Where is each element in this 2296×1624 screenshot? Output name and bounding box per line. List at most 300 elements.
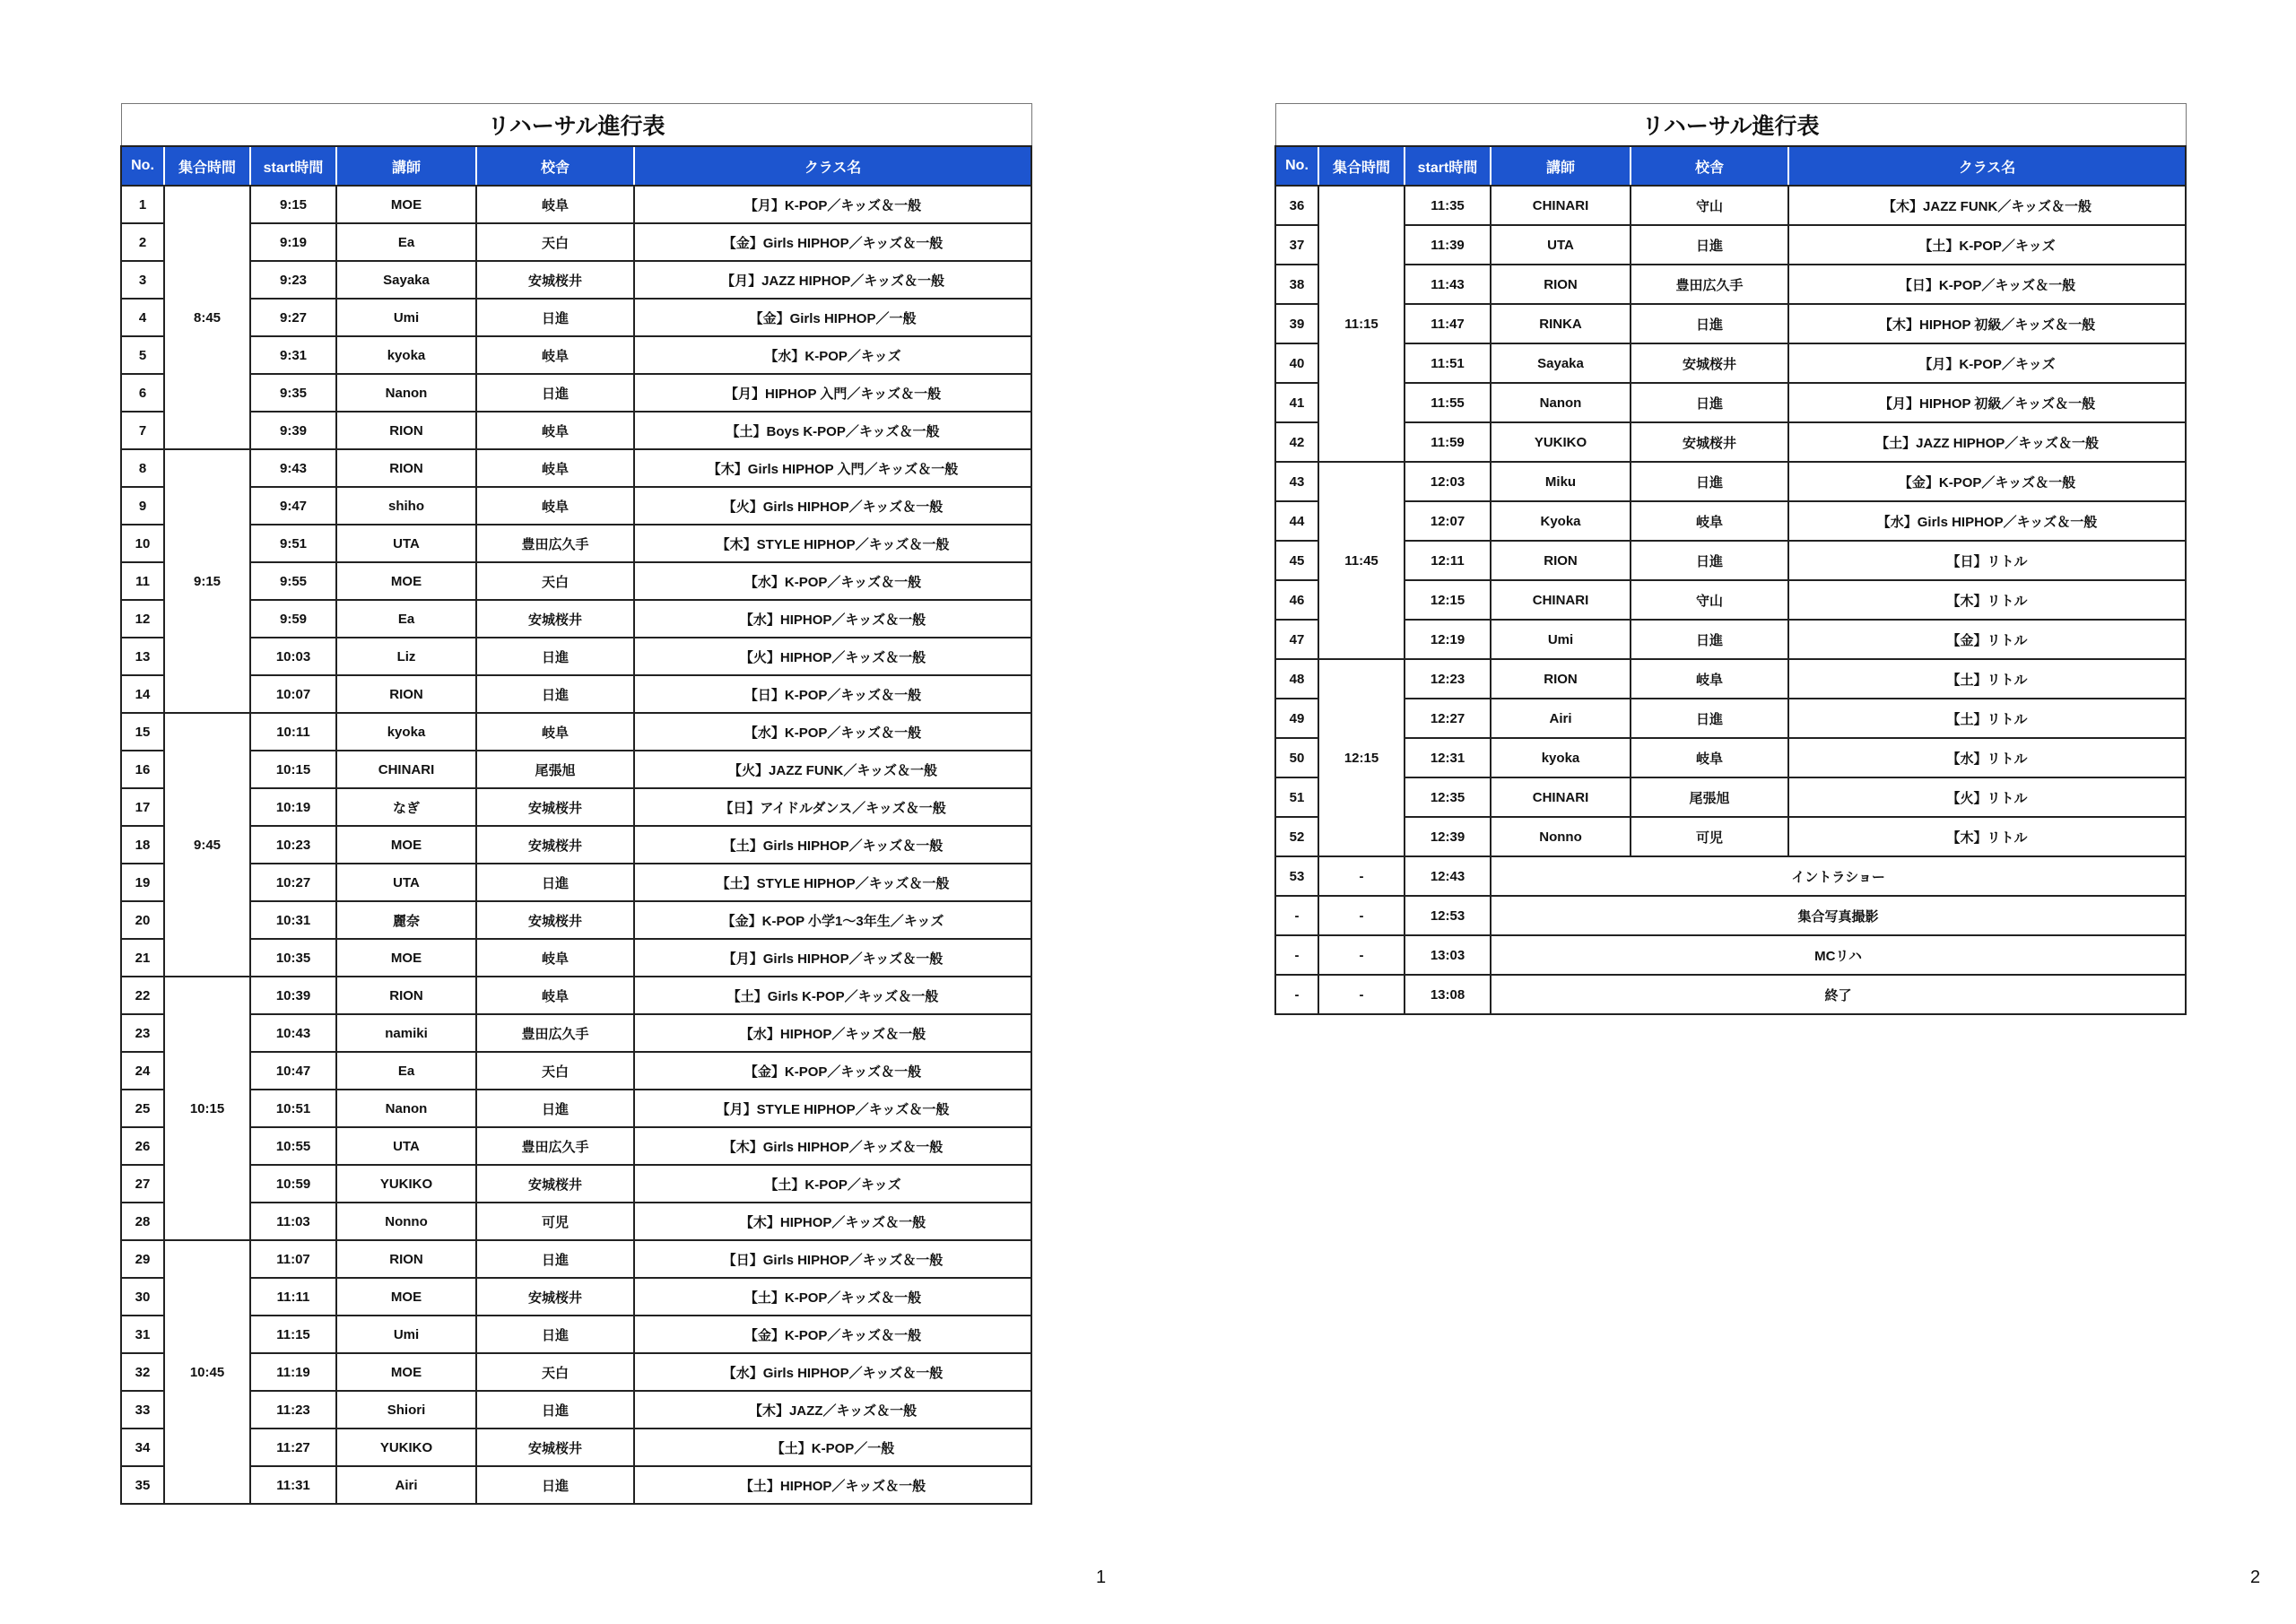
teacher-cell: CHINARI xyxy=(336,751,476,788)
gather-time-cell: 10:45 xyxy=(164,1240,250,1504)
header-no: No. xyxy=(1275,146,1318,186)
class-name-cell: 【木】Girls HIPHOP／キッズ＆一般 xyxy=(634,1127,1031,1165)
school-cell: 安城桜井 xyxy=(1631,343,1788,383)
teacher-cell: RION xyxy=(336,412,476,449)
start-time-cell: 10:23 xyxy=(250,826,336,864)
school-cell: 安城桜井 xyxy=(1631,422,1788,462)
class-name-cell: 【木】JAZZ FUNK／キッズ＆一般 xyxy=(1788,186,2186,225)
class-name-cell: 【日】アイドルダンス／キッズ＆一般 xyxy=(634,788,1031,826)
class-name-cell: 【月】K-POP／キッズ＆一般 xyxy=(634,186,1031,223)
school-cell: 日進 xyxy=(1631,304,1788,343)
start-time-cell: 10:55 xyxy=(250,1127,336,1165)
school-cell: 岐阜 xyxy=(476,412,634,449)
start-time-cell: 10:31 xyxy=(250,901,336,939)
table-row xyxy=(121,1353,1031,1391)
teacher-cell: MOE xyxy=(336,186,476,223)
start-time-cell: 9:55 xyxy=(250,562,336,600)
start-time-cell: 10:47 xyxy=(250,1052,336,1090)
start-time-cell: 12:53 xyxy=(1405,896,1491,935)
row-number: 11 xyxy=(121,562,164,600)
table-row xyxy=(121,1278,1031,1316)
school-cell: 岐阜 xyxy=(476,939,634,977)
gather-time-cell: 11:45 xyxy=(1318,462,1405,659)
teacher-cell: RION xyxy=(336,675,476,713)
row-number: 39 xyxy=(1275,304,1318,343)
table-row xyxy=(121,1429,1031,1466)
start-time-cell: 9:23 xyxy=(250,261,336,299)
class-name-cell: 【火】Girls HIPHOP／キッズ＆一般 xyxy=(634,487,1031,525)
row-number: 41 xyxy=(1275,383,1318,422)
school-cell: 岐阜 xyxy=(1631,659,1788,699)
gather-time-cell: 9:45 xyxy=(164,713,250,977)
teacher-cell: Ea xyxy=(336,223,476,261)
event-label-cell: イントラショー xyxy=(1491,856,2186,896)
table-body xyxy=(121,186,1031,1504)
row-number: - xyxy=(1275,896,1318,935)
start-time-cell: 11:35 xyxy=(1405,186,1491,225)
table-row xyxy=(1275,580,2186,620)
start-time-cell: 9:19 xyxy=(250,223,336,261)
start-time-cell: 9:15 xyxy=(250,186,336,223)
class-name-cell: 【木】HIPHOP 初級／キッズ＆一般 xyxy=(1788,304,2186,343)
teacher-cell: YUKIKO xyxy=(336,1429,476,1466)
school-cell: 天白 xyxy=(476,562,634,600)
row-number: 17 xyxy=(121,788,164,826)
table-row xyxy=(1275,699,2186,738)
row-number: 37 xyxy=(1275,225,1318,265)
school-cell: 日進 xyxy=(476,299,634,336)
start-time-cell: 12:11 xyxy=(1405,541,1491,580)
table-row xyxy=(121,788,1031,826)
start-time-cell: 13:08 xyxy=(1405,975,1491,1014)
table-row xyxy=(1275,225,2186,265)
row-number: 42 xyxy=(1275,422,1318,462)
class-name-cell: 【水】K-POP／キッズ＆一般 xyxy=(634,562,1031,600)
class-name-cell: 【月】STYLE HIPHOP／キッズ＆一般 xyxy=(634,1090,1031,1127)
table-row xyxy=(1275,620,2186,659)
teacher-cell: RION xyxy=(1491,541,1631,580)
class-name-cell: 【火】HIPHOP／キッズ＆一般 xyxy=(634,638,1031,675)
table-row xyxy=(1275,777,2186,817)
row-number: 36 xyxy=(1275,186,1318,225)
start-time-cell: 11:15 xyxy=(250,1316,336,1353)
rehearsal-table xyxy=(120,103,1032,1505)
school-cell: 日進 xyxy=(476,864,634,901)
table-row xyxy=(1275,186,2186,225)
school-cell: 可児 xyxy=(1631,817,1788,856)
table-row xyxy=(1275,343,2186,383)
start-time-cell: 10:39 xyxy=(250,977,336,1014)
gather-time-cell: 9:15 xyxy=(164,449,250,713)
teacher-cell: shiho xyxy=(336,487,476,525)
start-time-cell: 9:59 xyxy=(250,600,336,638)
start-time-cell: 12:23 xyxy=(1405,659,1491,699)
table-row xyxy=(121,1203,1031,1240)
start-time-cell: 11:59 xyxy=(1405,422,1491,462)
start-time-cell: 11:39 xyxy=(1405,225,1491,265)
row-number: 12 xyxy=(121,600,164,638)
teacher-cell: Shiori xyxy=(336,1391,476,1429)
row-number: 51 xyxy=(1275,777,1318,817)
header-gather-time: 集合時間 xyxy=(164,146,250,186)
teacher-cell: Nanon xyxy=(1491,383,1631,422)
row-number: - xyxy=(1275,975,1318,1014)
school-cell: 天白 xyxy=(476,1353,634,1391)
gather-time-cell: - xyxy=(1318,856,1405,896)
header-gather-time: 集合時間 xyxy=(1318,146,1405,186)
start-time-cell: 13:03 xyxy=(1405,935,1491,975)
teacher-cell: Kyoka xyxy=(1491,501,1631,541)
row-number: 34 xyxy=(121,1429,164,1466)
row-number: 7 xyxy=(121,412,164,449)
class-name-cell: 【土】JAZZ HIPHOP／キッズ＆一般 xyxy=(1788,422,2186,462)
class-name-cell: 【金】K-POP／キッズ＆一般 xyxy=(1788,462,2186,501)
school-cell: 安城桜井 xyxy=(476,1165,634,1203)
row-number: 8 xyxy=(121,449,164,487)
school-cell: 岐阜 xyxy=(476,449,634,487)
table-row xyxy=(121,525,1031,562)
row-number: 26 xyxy=(121,1127,164,1165)
rehearsal-table xyxy=(1274,103,2187,1015)
class-name-cell: 【木】リトル xyxy=(1788,817,2186,856)
row-number: 10 xyxy=(121,525,164,562)
table-row xyxy=(1275,817,2186,856)
teacher-cell: Ea xyxy=(336,600,476,638)
header-no: No. xyxy=(121,146,164,186)
teacher-cell: YUKIKO xyxy=(336,1165,476,1203)
gather-time-cell: 12:15 xyxy=(1318,659,1405,856)
class-name-cell: 【月】HIPHOP 初級／キッズ＆一般 xyxy=(1788,383,2186,422)
start-time-cell: 11:23 xyxy=(250,1391,336,1429)
teacher-cell: MOE xyxy=(336,1278,476,1316)
class-name-cell: 【木】Girls HIPHOP 入門／キッズ＆一般 xyxy=(634,449,1031,487)
table-row xyxy=(121,562,1031,600)
header-row xyxy=(121,146,1031,186)
school-cell: 日進 xyxy=(1631,383,1788,422)
gather-time-cell: - xyxy=(1318,896,1405,935)
teacher-cell: Umi xyxy=(336,1316,476,1353)
school-cell: 安城桜井 xyxy=(476,901,634,939)
table-row xyxy=(121,713,1031,751)
row-number: 1 xyxy=(121,186,164,223)
school-cell: 守山 xyxy=(1631,580,1788,620)
start-time-cell: 12:19 xyxy=(1405,620,1491,659)
class-name-cell: 【金】リトル xyxy=(1788,620,2186,659)
school-cell: 豊田広久手 xyxy=(476,1014,634,1052)
teacher-cell: Sayaka xyxy=(1491,343,1631,383)
row-number: 52 xyxy=(1275,817,1318,856)
row-number: 19 xyxy=(121,864,164,901)
class-name-cell: 【金】K-POP／キッズ＆一般 xyxy=(634,1052,1031,1090)
row-number: 3 xyxy=(121,261,164,299)
row-number: 27 xyxy=(121,1165,164,1203)
teacher-cell: Umi xyxy=(1491,620,1631,659)
teacher-cell: kyoka xyxy=(336,336,476,374)
table-row xyxy=(121,1127,1031,1165)
start-time-cell: 11:07 xyxy=(250,1240,336,1278)
row-number: 21 xyxy=(121,939,164,977)
school-cell: 安城桜井 xyxy=(476,261,634,299)
teacher-cell: RION xyxy=(336,449,476,487)
start-time-cell: 12:27 xyxy=(1405,699,1491,738)
table-row xyxy=(1275,738,2186,777)
table-row xyxy=(121,1014,1031,1052)
school-cell: 守山 xyxy=(1631,186,1788,225)
table-row xyxy=(121,1165,1031,1203)
row-number: 22 xyxy=(121,977,164,1014)
start-time-cell: 11:03 xyxy=(250,1203,336,1240)
start-time-cell: 11:47 xyxy=(1405,304,1491,343)
school-cell: 天白 xyxy=(476,1052,634,1090)
page-title: リハーサル進行表 xyxy=(121,104,1031,147)
start-time-cell: 11:51 xyxy=(1405,343,1491,383)
school-cell: 日進 xyxy=(476,1391,634,1429)
row-number: 30 xyxy=(121,1278,164,1316)
teacher-cell: MOE xyxy=(336,1353,476,1391)
class-name-cell: 【日】K-POP／キッズ＆一般 xyxy=(1788,265,2186,304)
start-time-cell: 9:31 xyxy=(250,336,336,374)
start-time-cell: 10:11 xyxy=(250,713,336,751)
school-cell: 可児 xyxy=(476,1203,634,1240)
class-name-cell: 【土】K-POP／一般 xyxy=(634,1429,1031,1466)
class-name-cell: 【土】K-POP／キッズ xyxy=(634,1165,1031,1203)
class-name-cell: 【木】HIPHOP／キッズ＆一般 xyxy=(634,1203,1031,1240)
class-name-cell: 【土】K-POP／キッズ xyxy=(1788,225,2186,265)
teacher-cell: MOE xyxy=(336,939,476,977)
school-cell: 安城桜井 xyxy=(476,1429,634,1466)
teacher-cell: MOE xyxy=(336,826,476,864)
class-name-cell: 【月】K-POP／キッズ xyxy=(1788,343,2186,383)
row-number: 24 xyxy=(121,1052,164,1090)
school-cell: 安城桜井 xyxy=(476,1278,634,1316)
row-number: 33 xyxy=(121,1391,164,1429)
header-row xyxy=(1275,146,2186,186)
table-row xyxy=(121,751,1031,788)
school-cell: 安城桜井 xyxy=(476,788,634,826)
table-row xyxy=(121,487,1031,525)
row-number: - xyxy=(1275,935,1318,975)
start-time-cell: 9:43 xyxy=(250,449,336,487)
start-time-cell: 9:51 xyxy=(250,525,336,562)
table-row-event xyxy=(1275,856,2186,896)
class-name-cell: 【日】K-POP／キッズ＆一般 xyxy=(634,675,1031,713)
page-title: リハーサル進行表 xyxy=(1275,104,2186,147)
class-name-cell: 【水】HIPHOP／キッズ＆一般 xyxy=(634,1014,1031,1052)
class-name-cell: 【土】HIPHOP／キッズ＆一般 xyxy=(634,1466,1031,1504)
class-name-cell: 【土】リトル xyxy=(1788,699,2186,738)
table-row xyxy=(121,638,1031,675)
row-number: 2 xyxy=(121,223,164,261)
start-time-cell: 11:55 xyxy=(1405,383,1491,422)
gather-time-cell: - xyxy=(1318,935,1405,975)
start-time-cell: 11:11 xyxy=(250,1278,336,1316)
school-cell: 日進 xyxy=(476,1466,634,1504)
row-number: 28 xyxy=(121,1203,164,1240)
header-school: 校舎 xyxy=(476,146,634,186)
start-time-cell: 9:47 xyxy=(250,487,336,525)
table-row-event xyxy=(1275,975,2186,1014)
school-cell: 日進 xyxy=(1631,620,1788,659)
class-name-cell: 【金】Girls HIPHOP／キッズ＆一般 xyxy=(634,223,1031,261)
table-row xyxy=(121,1052,1031,1090)
teacher-cell: RINKA xyxy=(1491,304,1631,343)
row-number: 50 xyxy=(1275,738,1318,777)
table-row xyxy=(121,1090,1031,1127)
school-cell: 尾張旭 xyxy=(1631,777,1788,817)
start-time-cell: 11:31 xyxy=(250,1466,336,1504)
start-time-cell: 11:43 xyxy=(1405,265,1491,304)
school-cell: 豊田広久手 xyxy=(476,1127,634,1165)
teacher-cell: kyoka xyxy=(336,713,476,751)
teacher-cell: Sayaka xyxy=(336,261,476,299)
teacher-cell: Liz xyxy=(336,638,476,675)
row-number: 32 xyxy=(121,1353,164,1391)
table-row xyxy=(1275,422,2186,462)
gather-time-cell: 10:15 xyxy=(164,977,250,1240)
row-number: 31 xyxy=(121,1316,164,1353)
teacher-cell: RION xyxy=(1491,265,1631,304)
school-cell: 岐阜 xyxy=(476,977,634,1014)
start-time-cell: 11:19 xyxy=(250,1353,336,1391)
class-name-cell: 【土】Girls HIPHOP／キッズ＆一般 xyxy=(634,826,1031,864)
table-row xyxy=(121,939,1031,977)
teacher-cell: Miku xyxy=(1491,462,1631,501)
class-name-cell: 【月】JAZZ HIPHOP／キッズ＆一般 xyxy=(634,261,1031,299)
start-time-cell: 9:35 xyxy=(250,374,336,412)
teacher-cell: Umi xyxy=(336,299,476,336)
row-number: 18 xyxy=(121,826,164,864)
start-time-cell: 10:07 xyxy=(250,675,336,713)
class-name-cell: 【火】JAZZ FUNK／キッズ＆一般 xyxy=(634,751,1031,788)
start-time-cell: 9:39 xyxy=(250,412,336,449)
row-number: 9 xyxy=(121,487,164,525)
start-time-cell: 10:35 xyxy=(250,939,336,977)
school-cell: 豊田広久手 xyxy=(1631,265,1788,304)
schedule-sheet-page-1 xyxy=(120,103,1031,1505)
start-time-cell: 10:19 xyxy=(250,788,336,826)
row-number: 15 xyxy=(121,713,164,751)
school-cell: 安城桜井 xyxy=(476,826,634,864)
page-number: 2 xyxy=(2250,1568,2261,1587)
class-name-cell: 【火】リトル xyxy=(1788,777,2186,817)
table-row xyxy=(121,1391,1031,1429)
teacher-cell: CHINARI xyxy=(1491,580,1631,620)
teacher-cell: Nonno xyxy=(1491,817,1631,856)
table-row xyxy=(121,1240,1031,1278)
teacher-cell: Nanon xyxy=(336,374,476,412)
table-row-event xyxy=(1275,896,2186,935)
teacher-cell: Airi xyxy=(336,1466,476,1504)
teacher-cell: なぎ xyxy=(336,788,476,826)
start-time-cell: 12:03 xyxy=(1405,462,1491,501)
table-row xyxy=(1275,304,2186,343)
row-number: 6 xyxy=(121,374,164,412)
row-number: 49 xyxy=(1275,699,1318,738)
event-label-cell: 集合写真撮影 xyxy=(1491,896,2186,935)
header-teacher: 講師 xyxy=(1491,146,1631,186)
table-row xyxy=(1275,541,2186,580)
teacher-cell: UTA xyxy=(1491,225,1631,265)
class-name-cell: 【水】リトル xyxy=(1788,738,2186,777)
school-cell: 尾張旭 xyxy=(476,751,634,788)
class-name-cell: 【月】Girls HIPHOP／キッズ＆一般 xyxy=(634,939,1031,977)
table-row xyxy=(121,675,1031,713)
school-cell: 岐阜 xyxy=(476,487,634,525)
school-cell: 岐阜 xyxy=(476,336,634,374)
school-cell: 日進 xyxy=(1631,541,1788,580)
class-name-cell: 【水】Girls HIPHOP／キッズ＆一般 xyxy=(634,1353,1031,1391)
start-time-cell: 12:31 xyxy=(1405,738,1491,777)
class-name-cell: 【木】リトル xyxy=(1788,580,2186,620)
school-cell: 日進 xyxy=(1631,462,1788,501)
row-number: 25 xyxy=(121,1090,164,1127)
school-cell: 日進 xyxy=(476,1090,634,1127)
row-number: 20 xyxy=(121,901,164,939)
class-name-cell: 【土】Girls K-POP／キッズ＆一般 xyxy=(634,977,1031,1014)
school-cell: 岐阜 xyxy=(1631,501,1788,541)
row-number: 13 xyxy=(121,638,164,675)
teacher-cell: Nonno xyxy=(336,1203,476,1240)
teacher-cell: UTA xyxy=(336,1127,476,1165)
table-row xyxy=(121,864,1031,901)
class-name-cell: 【木】JAZZ／キッズ＆一般 xyxy=(634,1391,1031,1429)
table-row xyxy=(121,600,1031,638)
teacher-cell: RION xyxy=(336,977,476,1014)
table-row xyxy=(121,977,1031,1014)
class-name-cell: 【月】HIPHOP 入門／キッズ＆一般 xyxy=(634,374,1031,412)
school-cell: 日進 xyxy=(476,1240,634,1278)
school-cell: 日進 xyxy=(1631,699,1788,738)
table-row xyxy=(1275,383,2186,422)
class-name-cell: 【水】K-POP／キッズ xyxy=(634,336,1031,374)
row-number: 45 xyxy=(1275,541,1318,580)
teacher-cell: Airi xyxy=(1491,699,1631,738)
event-label-cell: 終了 xyxy=(1491,975,2186,1014)
header-start-time: start時間 xyxy=(1405,146,1491,186)
row-number: 5 xyxy=(121,336,164,374)
row-number: 40 xyxy=(1275,343,1318,383)
class-name-cell: 【木】STYLE HIPHOP／キッズ＆一般 xyxy=(634,525,1031,562)
school-cell: 日進 xyxy=(1631,225,1788,265)
start-time-cell: 10:03 xyxy=(250,638,336,675)
school-cell: 岐阜 xyxy=(476,713,634,751)
teacher-cell: Nanon xyxy=(336,1090,476,1127)
table-row xyxy=(1275,265,2186,304)
table-row-event xyxy=(1275,935,2186,975)
table-row xyxy=(121,901,1031,939)
row-number: 29 xyxy=(121,1240,164,1278)
header-class-name: クラス名 xyxy=(1788,146,2186,186)
gather-time-cell: - xyxy=(1318,975,1405,1014)
start-time-cell: 12:43 xyxy=(1405,856,1491,896)
teacher-cell: YUKIKO xyxy=(1491,422,1631,462)
table-row xyxy=(121,223,1031,261)
table-row xyxy=(121,1466,1031,1504)
table-row xyxy=(1275,659,2186,699)
class-name-cell: 【土】K-POP／キッズ＆一般 xyxy=(634,1278,1031,1316)
school-cell: 日進 xyxy=(476,638,634,675)
table-row xyxy=(121,412,1031,449)
teacher-cell: RION xyxy=(1491,659,1631,699)
table-row xyxy=(121,374,1031,412)
start-time-cell: 12:15 xyxy=(1405,580,1491,620)
row-number: 47 xyxy=(1275,620,1318,659)
class-name-cell: 【土】STYLE HIPHOP／キッズ＆一般 xyxy=(634,864,1031,901)
school-cell: 日進 xyxy=(476,675,634,713)
start-time-cell: 12:35 xyxy=(1405,777,1491,817)
row-number: 35 xyxy=(121,1466,164,1504)
header-school: 校舎 xyxy=(1631,146,1788,186)
